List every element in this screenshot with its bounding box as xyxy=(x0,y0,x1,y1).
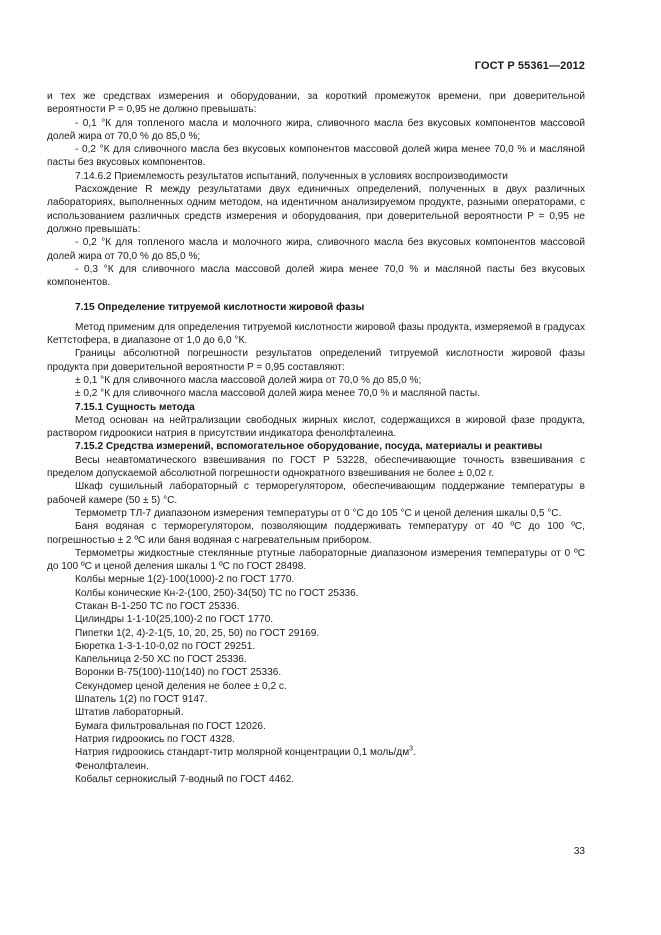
section-heading: 7.15 Определение титруемой кислотности жировой фазы xyxy=(75,302,365,314)
paragraph: Термометр ТЛ-7 диапазоном измерения температуры от 0 °С до 105 °С и ценой деления шкалы 0,5 °С. xyxy=(75,507,562,519)
list-item: - 0,1 °К для топленого масла и молочного жира, сливочного масла без вкусовых компонентов массовой долей жира от 70,0 % до 85,0 %; xyxy=(47,117,585,142)
list-item: - 0,2 °К для сливочного масла без вкусовых компонентов массовой долей жира менее 70,0 % и масляной пасты без вкусовых компонентов. xyxy=(47,144,585,169)
equipment-item: Колбы конические Кн-2-(100, 250)-34(50) ТС по ГОСТ 25336. xyxy=(75,587,359,599)
equipment-item: Бюретка 1-3-1-10-0,02 по ГОСТ 29251. xyxy=(75,640,256,652)
equipment-item: Колбы мерные 1(2)-100(1000)-2 по ГОСТ 1770. xyxy=(75,574,295,586)
equipment-item: Цилиндры 1-1-10(25,100)-2 по ГОСТ 1770. xyxy=(75,614,274,626)
list-item: ± 0,2 °К для сливочного масла массовой долей жира менее 70,0 % и масляной пасты. xyxy=(75,388,480,400)
page-body xyxy=(47,90,585,786)
equipment-item: Пипетки 1(2, 4)-2-1(5, 10, 20, 25, 50) по ГОСТ 29169. xyxy=(75,627,320,639)
equipment-item: Шпатель 1(2) по ГОСТ 9147. xyxy=(75,694,208,706)
subsection-heading: 7.15.1 Сущность метода xyxy=(75,401,195,413)
equipment-item: Натрия гидроокись по ГОСТ 4328. xyxy=(75,733,235,745)
equipment-item: Штатив лабораторный. xyxy=(75,707,184,719)
equipment-item: Бумага фильтровальная по ГОСТ 12026. xyxy=(75,720,266,732)
paragraph: Весы неавтоматического взвешивания по ГОСТ Р 53228, обеспечивающие точность взвешивания с пределом допускаемой абсолютной погрешности однократного взвешивания не более ± 0,02 г. xyxy=(47,454,585,480)
subsection-heading: 7.14.6.2 Приемлемость результатов испытаний, полученных в условиях воспроизводимости xyxy=(75,170,508,182)
paragraph: Термометры жидкостные стеклянные ртутные лабораторные диапазоном измерения температуры от 0 ºС до 100 ºС и ценой деления шкалы 1 ºС по ГОСТ 28498. xyxy=(47,547,585,573)
list-item: ± 0,1 °К для сливочного масла массовой долей жира от 70,0 % до 85,0 %; xyxy=(75,374,422,386)
paragraph: Метод применим для определения титруемой кислотности жировой фазы продукта, измеряемой в градусах Кеттстофера, в диапазоне от 1,0 до 6,0 °К. xyxy=(47,321,585,347)
equipment-item: Капельница 2-50 ХС по ГОСТ 25336. xyxy=(75,654,247,666)
page-number: 33 xyxy=(573,846,585,857)
equipment-item: Секундомер ценой деления не более ± 0,2 с. xyxy=(75,680,287,692)
equipment-item-end: . xyxy=(413,747,416,759)
paragraph: и тех же средствах измерения и оборудовании, за короткий промежуток времени, при доверительной вероятности P = 0,95 не должно превышать: xyxy=(47,91,585,116)
equipment-item: Воронки В-75(100)-110(140) по ГОСТ 25336. xyxy=(75,667,282,679)
equipment-item-text: Натрия гидроокись стандарт-титр молярной концентрации 0,1 моль/дм xyxy=(75,747,410,759)
equipment-item: Стакан В-1-250 ТС по ГОСТ 25336. xyxy=(75,600,240,612)
equipment-item: Фенолфталеин. xyxy=(75,760,149,772)
paragraph: Шкаф сушильный лабораторный с терморегулятором, обеспечивающим поддержание температуры в рабочей камере (50 ± 5) °С. xyxy=(47,481,585,506)
superscript: 3 xyxy=(409,745,414,753)
paragraph: Расхождение R между результатами двух единичных определений, полученных в двух различных лабораториях, выполненных одним методом, на идентичном анализируемом продукте, разными операторами, с использованием различных средств измерения и оборудования, при доверительной вероятности P = 0,95 не должно превышать: xyxy=(47,184,585,235)
document-code: ГОСТ Р 55361—2012 xyxy=(474,60,585,72)
paragraph: Баня водяная с терморегулятором, позволяющим поддерживать температуру от 40 ºС до 100 ºС, погрешностью ± 2 ºС или баня водяная с нагревательным прибором. xyxy=(47,521,585,546)
paragraph: Границы абсолютной погрешности результатов определений титруемой кислотности жировой фазы продукта при доверительной вероятности P = 0,95 составляют: xyxy=(47,348,585,373)
equipment-item xyxy=(47,746,585,759)
list-item: - 0,3 °К для сливочного масла массовой долей жира менее 70,0 % и масляной пасты без вкусовых компонентов. xyxy=(47,263,585,289)
equipment-item: Кобальт сернокислый 7-водный по ГОСТ 4462. xyxy=(75,773,295,785)
paragraph: Метод основан на нейтрализации свободных жирных кислот, содержащихся в жировой фазе продукта, раствором гидроокиси натрия в присутствии индикатора фенолфталеина. xyxy=(47,414,585,440)
list-item: - 0,2 °К для топленого масла и молочного жира, сливочного масла без вкусовых компонентов массовой долей жира от 70,0 % до 85,0 %; xyxy=(47,237,585,262)
subsection-heading: 7.15.2 Средства измерений, вспомогательное оборудование, посуда, материалы и реактивы xyxy=(75,441,543,453)
